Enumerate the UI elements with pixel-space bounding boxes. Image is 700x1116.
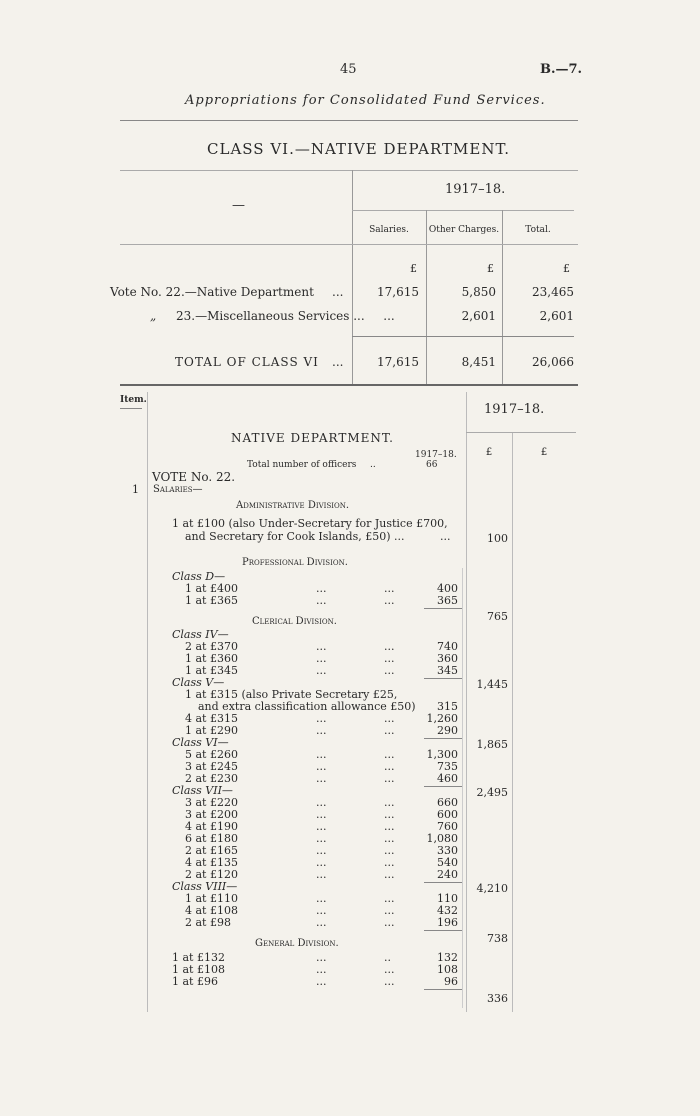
leader-dots: ... (384, 820, 395, 833)
division-heading: Administrative Division. (236, 500, 350, 511)
rate-line: 1 at £345 (185, 664, 238, 677)
leader-dots: ... (316, 640, 327, 653)
currency-symbol: £ (487, 262, 494, 275)
sum-rule (424, 882, 462, 883)
leader-dots: ... (384, 904, 395, 917)
leader-dots: ... (316, 748, 327, 761)
class-heading: Class VI— (172, 736, 229, 749)
leader-dots: ... (316, 582, 327, 595)
page-subtitle: Appropriations for Consolidated Fund Services. (185, 93, 546, 108)
amount: 345 (437, 664, 458, 677)
leader-dots: ... (384, 772, 395, 785)
sum-rule (424, 989, 462, 990)
subtotal: 2,495 (476, 786, 508, 799)
leader-dots: ... (316, 808, 327, 821)
officers-label: Total number of officers (247, 460, 357, 470)
leader-dots: ... (384, 640, 395, 653)
rate-line: 2 at £370 (185, 640, 238, 653)
summary-total: 2,601 (539, 309, 574, 323)
leader-dots: ... (384, 796, 395, 809)
subtotal: 4,210 (476, 882, 508, 895)
amount: 760 (437, 820, 458, 833)
leader-dots: ... (384, 652, 395, 665)
class-heading: Class IV— (172, 628, 229, 641)
amount: 365 (437, 594, 458, 607)
sum-rule (424, 678, 462, 679)
leader-dots: ... (316, 963, 327, 976)
rate-line: 2 at £120 (185, 868, 238, 881)
leader-dots: ... (316, 712, 327, 725)
division-heading: General Division. (255, 938, 339, 949)
subtotal: 100 (487, 532, 508, 545)
sum-rule (424, 738, 462, 739)
class-title: CLASS VI.—NATIVE DEPARTMENT. (207, 140, 511, 158)
item-label: Item. (120, 395, 147, 405)
column-rule (512, 432, 513, 1012)
leader-dots: ... (316, 652, 327, 665)
leader-dots: ... (384, 664, 395, 677)
officers-count: 66 (426, 460, 438, 470)
sum-rule (424, 930, 462, 931)
detail-year: 1917–18. (484, 402, 545, 417)
subtotal: 336 (487, 992, 508, 1005)
summary-row-label: Vote No. 22.—Native Department (110, 285, 314, 299)
rule (120, 244, 578, 245)
blank-dash: — (232, 198, 245, 213)
leader-dots: ... (332, 355, 344, 369)
amount: 740 (437, 640, 458, 653)
column-rule (466, 392, 467, 1012)
leader-dots: ... (384, 892, 395, 905)
summary-salaries: ... (383, 309, 395, 323)
amount: 735 (437, 760, 458, 773)
leader-dots: ... (384, 916, 395, 929)
rate-line: 1 at £110 (185, 892, 238, 905)
rate-line: 2 at £165 (185, 844, 238, 857)
amount: 96 (444, 975, 458, 988)
rate-line: 3 at £245 (185, 760, 238, 773)
leader-dots: ... (332, 285, 344, 299)
summary-other-charges: 5,850 (461, 285, 496, 299)
sum-rule (424, 786, 462, 787)
department-title: NATIVE DEPARTMENT. (231, 431, 394, 445)
rate-line: 4 at £135 (185, 856, 238, 869)
leader-dots: ... (316, 904, 327, 917)
rate-line: 3 at £200 (185, 808, 238, 821)
leader-dots: ... (316, 856, 327, 869)
rate-line: 1 at £365 (185, 594, 238, 607)
class-heading: Class VIII— (172, 880, 238, 893)
rate-line: 1 at £108 (172, 963, 225, 976)
rate-line: 4 at £108 (185, 904, 238, 917)
salaries-heading: Salaries— (153, 484, 203, 495)
class-heading: Class D— (172, 570, 226, 583)
rate-line: 2 at £230 (185, 772, 238, 785)
leader-dots: ... (384, 963, 395, 976)
subtotal: 765 (487, 610, 508, 623)
total-total: 26,066 (532, 355, 574, 369)
leader-dots: ... (384, 594, 395, 607)
leader-dots: ... (384, 832, 395, 845)
rate-line: 1 at £360 (185, 652, 238, 665)
vote-number: VOTE No. 22. (152, 470, 236, 484)
rate-line: and extra classification allowance £50) (198, 700, 416, 713)
subtotal: 738 (487, 932, 508, 945)
rule (120, 384, 578, 386)
leader-dots: ... (316, 892, 327, 905)
leader-dots: ... (384, 760, 395, 773)
leader-dots: ... (384, 748, 395, 761)
subtotal: 1,865 (476, 738, 508, 751)
leader-dots: ... (316, 820, 327, 833)
leader-dots: ... (384, 724, 395, 737)
amount: 290 (437, 724, 458, 737)
amount: 360 (437, 652, 458, 665)
rate-line: 1 at £290 (185, 724, 238, 737)
leader-dots: ... (316, 772, 327, 785)
amount: 1,300 (426, 748, 458, 761)
column-rule (352, 170, 353, 386)
leader-dots: ... (384, 856, 395, 869)
leader-dots: ... (316, 916, 327, 929)
leader-dots: ... (384, 975, 395, 988)
amount: 315 (437, 700, 458, 713)
rate-line: 6 at £180 (185, 832, 238, 845)
division-heading: Clerical Division. (252, 616, 337, 627)
rule (352, 336, 574, 337)
summary-other-charges: 2,601 (461, 309, 496, 323)
rate-line: 4 at £190 (185, 820, 238, 833)
leader-dots: ... (316, 832, 327, 845)
leader-dots: ... (316, 951, 327, 964)
amount: 240 (437, 868, 458, 881)
col-header-total: Total. (525, 225, 551, 235)
leader-dots: ... (316, 664, 327, 677)
subtotal: 1,445 (476, 678, 508, 691)
rule (120, 170, 578, 171)
officers-year: 1917–18. (415, 450, 457, 460)
summary-salaries: 17,615 (377, 285, 419, 299)
amount: 1,260 (426, 712, 458, 725)
currency-symbol: £ (410, 262, 417, 275)
leader-dots: ... (384, 868, 395, 881)
amount: 660 (437, 796, 458, 809)
document-reference: B.—7. (540, 62, 583, 77)
leader-dots: ... (384, 582, 395, 595)
leader-dots: ... (316, 868, 327, 881)
amount: 196 (437, 916, 458, 929)
summary-total: 23,465 (532, 285, 574, 299)
amount: 432 (437, 904, 458, 917)
leader-dots: ... (384, 844, 395, 857)
currency-symbol: £ (540, 447, 548, 458)
col-header-salaries: Salaries. (369, 225, 409, 235)
amount: 108 (437, 963, 458, 976)
rate-line: 1 at £315 (also Private Secretary £25, (185, 688, 398, 701)
leader-dots: .. (370, 460, 376, 470)
leader-dots: ... (440, 530, 451, 543)
leader-dots: ... (384, 712, 395, 725)
sum-rule (424, 608, 462, 609)
amount: 600 (437, 808, 458, 821)
leader-dots: ... (316, 760, 327, 773)
rule (466, 432, 576, 433)
amount: 330 (437, 844, 458, 857)
total-other-charges: 8,451 (461, 355, 496, 369)
page-number: 45 (340, 62, 357, 77)
col-header-other-charges: Other Charges. (428, 225, 500, 235)
column-rule (147, 392, 148, 1012)
amount: 540 (437, 856, 458, 869)
rule (120, 408, 142, 409)
rate-line: 2 at £98 (185, 916, 231, 929)
total-row-label: TOTAL OF CLASS VI (175, 355, 319, 369)
leader-dots: ... (316, 844, 327, 857)
rate-line: 1 at £96 (172, 975, 218, 988)
rule (120, 120, 578, 121)
amount: 110 (437, 892, 458, 905)
amount: 400 (437, 582, 458, 595)
leader-dots: ... (384, 808, 395, 821)
amount: 132 (437, 951, 458, 964)
leader-dots: .. (384, 951, 391, 964)
rate-line: 4 at £315 (185, 712, 238, 725)
amount: 460 (437, 772, 458, 785)
rate-line: 1 at £400 (185, 582, 238, 595)
rule (352, 210, 574, 211)
admin-line: and Secretary for Cook Islands, £50) ... (185, 530, 405, 543)
leader-dots: ... (316, 975, 327, 988)
leader-dots: ... (316, 724, 327, 737)
class-heading: Class VII— (172, 784, 233, 797)
rate-line: 5 at £260 (185, 748, 238, 761)
rate-line: 3 at £220 (185, 796, 238, 809)
item-number: 1 (132, 483, 139, 496)
class-heading: Class V— (172, 676, 225, 689)
column-rule (462, 568, 463, 1008)
summary-row-label: 23.—Miscellaneous Services ... (176, 309, 365, 323)
rate-line: 1 at £132 (172, 951, 225, 964)
currency-symbol: £ (485, 447, 493, 458)
currency-symbol: £ (563, 262, 570, 275)
leader-dots: ... (316, 594, 327, 607)
leader-dots: ... (316, 796, 327, 809)
summary-year: 1917–18. (445, 182, 506, 197)
division-heading: Professional Division. (242, 557, 348, 568)
amount: 1,080 (426, 832, 458, 845)
admin-line: 1 at £100 (also Under-Secretary for Justice £700, (172, 517, 448, 530)
total-salaries: 17,615 (377, 355, 419, 369)
ditto-mark: „ (150, 309, 157, 323)
